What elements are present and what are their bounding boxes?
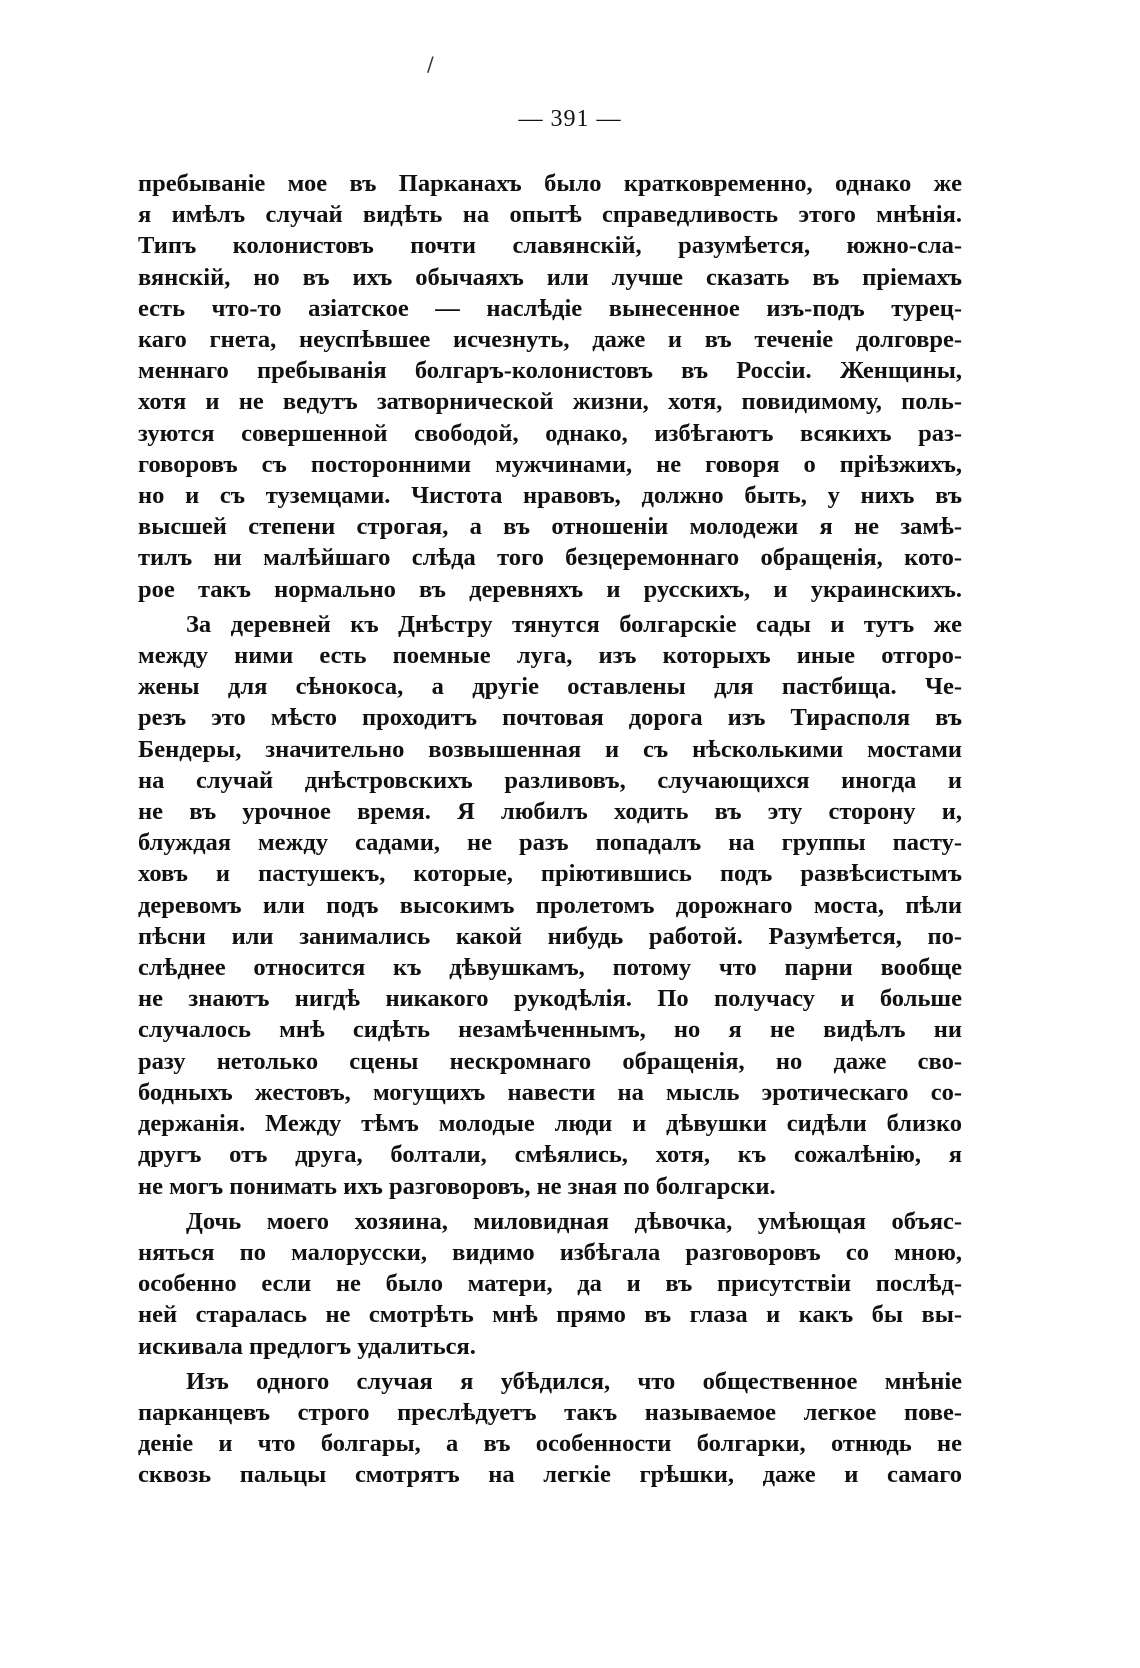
text-line: жены для сѣнокоса, а другiе оставлены для пастбища. Че- [138,673,962,701]
text-line: Дочь моего хозяина, миловидная дѣвочка, умѣющая объяс- [186,1207,962,1235]
text-line: вянскiй, но въ ихъ обычаяхъ или лучше сказать въ прiемахъ [138,263,962,291]
text-line: я имѣлъ случай видѣть на опытѣ справедливость этого мнѣнiя. [138,201,962,229]
text-line: тилъ ни малѣйшаго слѣда того безцеремоннаго обращенiя, кото- [138,544,962,572]
text-line: каго гнета, неуспѣвшее исчезнуть, даже и въ теченiе долговре- [138,326,962,354]
text-line: слѣднее относится къ дѣвушкамъ, потому что парни вообще [138,954,962,982]
text-line: бодныхъ жестовъ, могущихъ навести на мысль эротическаго со- [138,1078,962,1106]
text-line: Бендеры, значительно возвышенная и съ нѣсколькими мостами [138,735,962,763]
text-line: парканцевъ строго преслѣдуетъ такъ называемое легкое пове- [138,1398,962,1426]
text-line: на случай днѣстровскихъ разливовъ, случающихся иногда и [138,766,962,794]
text-line: Типъ колонистовъ почти славянскiй, разумѣется, южно-сла- [138,232,962,260]
text-line: деревомъ или подъ высокимъ пролетомъ дорожнаго моста, пѣли [138,891,962,919]
paragraph-1 [138,168,962,605]
text-line: няться по малорусски, видимо избѣгала разговоровъ со мною, [138,1238,962,1266]
body-text [138,168,962,1491]
text-line: Изъ одного случая я убѣдился, что общественное мнѣнiе [186,1367,962,1395]
text-line: не знаютъ нигдѣ никакого рукодѣлiя. По получасу и больше [138,985,962,1013]
text-line: есть что-то азiатское — наслѣдiе вынесенное изъ-подъ турец- [138,294,962,322]
text-line: держанiя. Между тѣмъ молодые люди и дѣвушки сидѣли близко [138,1110,962,1138]
text-line: между ними есть поемные луга, изъ которыхъ иные отгоро- [138,642,962,670]
text-line: рое такъ нормально въ деревняхъ и русскихъ, и украинскихъ. [138,575,962,603]
text-line: особенно если не было матери, да и въ присутствiи послѣд- [138,1270,962,1298]
text-line: высшей степени строгая, а въ отношенiи молодежи я не замѣ- [138,513,962,541]
text-line: случалось мнѣ сидѣть незамѣченнымъ, но я не видѣлъ ни [138,1016,962,1044]
page-number: — 391 — [518,106,622,132]
page-mark: / [427,52,434,76]
text-line: искивала предлогъ удалиться. [138,1332,476,1360]
text-line: не могъ понимать ихъ разговоровъ, не зная по болгарски. [138,1172,776,1200]
text-line: разу нетолько сцены нескромнаго обращенiя, но даже сво- [138,1047,962,1075]
text-line: не въ урочное время. Я любилъ ходить въ эту сторону и, [138,798,962,826]
paragraph-4 [138,1366,962,1491]
paragraph-2 [138,609,962,1202]
text-line: говоровъ съ посторонними мужчинами, не говоря о прiѣзжихъ, [138,450,962,478]
text-line: денiе и что болгары, а въ особенности болгарки, отнюдь не [138,1430,962,1458]
text-line: пѣсни или занимались какой нибудь работой. Разумѣется, по- [138,922,962,950]
text-line: другъ отъ друга, болтали, смѣялись, хотя, къ сожалѣнiю, я [138,1141,962,1169]
text-line: меннаго пребыванiя болгаръ-колонистовъ въ Россiи. Женщины, [138,357,962,385]
text-line: резъ это мѣсто проходитъ почтовая дорога изъ Тирасполя въ [138,704,962,732]
text-line: За деревней къ Днѣстру тянутся болгарскiе сады и тутъ же [186,610,962,638]
paragraph-3 [138,1206,962,1362]
text-line: зуются совершенной свободой, однако, избѣгаютъ всякихъ раз- [138,419,962,447]
text-line: блуждая между садами, не разъ попадалъ на группы пасту- [138,829,962,857]
text-line: но и съ туземцами. Чистота нравовъ, должно быть, у нихъ въ [138,482,962,510]
text-line: пребыванiе мое въ Парканахъ было кратковременно, однако же [138,170,962,197]
text-line: хотя и не ведутъ затворнической жизни, хотя, повидимому, поль- [138,388,962,416]
text-line: ней старалась не смотрѣть мнѣ прямо въ глаза и какъ бы вы- [138,1301,962,1329]
text-line: ховъ и пастушекъ, которые, прiютившись подъ развѣсистымъ [138,860,962,888]
text-line: сквозь пальцы смотрятъ на легкiе грѣшки, даже и самаго [138,1461,962,1489]
